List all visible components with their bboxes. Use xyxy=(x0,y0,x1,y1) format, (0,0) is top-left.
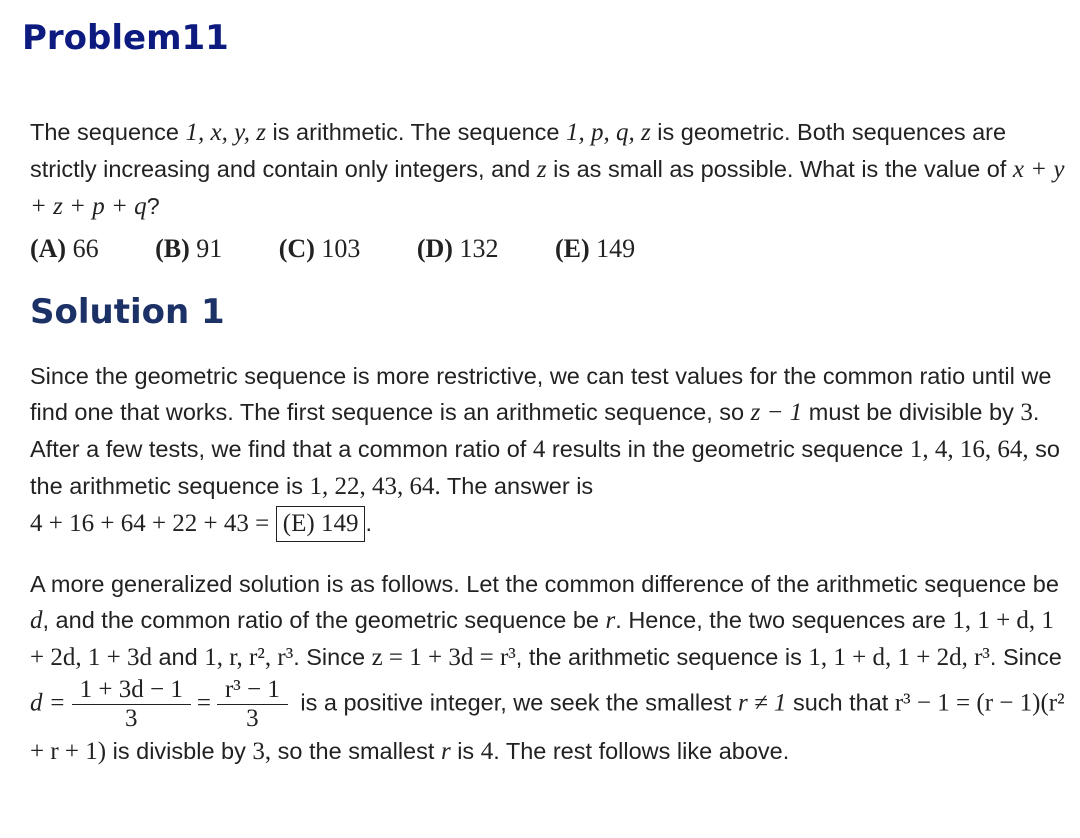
math-z-equation: z = 1 + 3d = r³ xyxy=(371,644,516,671)
problem-text: is geometric. Both sequences are strictly increasing and contain only integers, and xyxy=(30,119,1007,182)
answer-choice-b: (B) 91 xyxy=(155,234,223,263)
math-r-not-1: r ≠ 1 xyxy=(737,689,787,717)
math-d: d xyxy=(30,607,43,634)
problem-text: is arithmetic. The sequence xyxy=(266,119,567,145)
math-geo-general: 1, r, r², r³ xyxy=(204,644,294,671)
math-4-result: 4 xyxy=(480,738,494,765)
problem-text: The sequence xyxy=(30,119,186,145)
math-r: r xyxy=(605,607,616,634)
answer-choice-c: (C) 103 xyxy=(278,234,361,263)
math-equals: = xyxy=(196,689,211,717)
problem-heading: Problem11 xyxy=(22,18,229,58)
math-arith-general: 1, 1 + d, 1 + 2d, 1 + 3d xyxy=(30,607,1054,671)
math-geometric-seq: 1, p, q, z xyxy=(566,119,651,146)
math-z: z xyxy=(536,156,547,183)
problem-text: ? xyxy=(146,193,160,219)
boxed-answer: (E) 149 xyxy=(276,506,366,542)
math-arith-sequence: 1, 1 + d, 1 + 2d, r³ xyxy=(808,644,990,671)
answer-choice-d: (D) 132 xyxy=(416,234,499,263)
math-4: 4 xyxy=(532,436,546,463)
math-arithmetic-seq: 1, x, y, z xyxy=(185,119,267,146)
answer-choices xyxy=(30,234,685,264)
math-final-sum: 4 + 16 + 64 + 22 + 43 = xyxy=(30,510,270,537)
math-geometric-values: 1, 4, 16, 64, xyxy=(909,436,1029,463)
math-d-equals: d = xyxy=(30,689,66,717)
solution-heading: Solution 1 xyxy=(30,292,225,332)
problem-text: is as small as possible. What is the value of xyxy=(546,156,1013,182)
fraction-1: $\frac{1 + 3d - 1}{3}$ xyxy=(72,676,191,733)
answer-choice-a: (A) 66 xyxy=(30,234,99,263)
problem-statement xyxy=(30,114,1070,225)
solution-paragraph-1: Since the geometric sequence is more restrictive, we can test values for the common ratio until we find one that works. The first sequence is an arithmetic sequence, so z − 1 must be divisible by 3. After a few tests, we find that a common ratio of 4 results in the geometric sequence 1, 4, 16, 64, so the arithmetic sequence is 1, 22, 43, 64. The answer is 4 + 16 + 64 + 22 + 43 = (E) 149 . xyxy=(30,358,1070,542)
math-r-smallest: r xyxy=(440,738,451,765)
math-factorization: r³ − 1 = (r − 1)(r² + r + 1) xyxy=(30,689,1065,765)
math-3-comma: 3, xyxy=(252,738,272,765)
fraction-2: $\frac{\text{r³ − 1}}{3}$ xyxy=(217,676,288,733)
math-arithmetic-values: 1, 22, 43, 64. xyxy=(309,473,441,500)
answer-choice-e: (E) 149 xyxy=(554,234,636,263)
math-z-minus-1: z − 1 xyxy=(750,399,803,426)
math-sum-expression: x + y + z + p + q xyxy=(30,156,1065,220)
math-3: 3 xyxy=(1020,399,1033,426)
solution-paragraph-2: A more generalized solution is as follows. Let the common difference of the arithmetic sequence be d, and the common ratio of the geometric sequence be r. Hence, the two sequences are 1, 1 + d, 1 + 2d, 1 + 3d and 1, r, r², r³. Since z = 1 + 3d = r³, the arithmetic sequence is 1, 1 + d, 1 + 2d, r³. Since d = $\frac{1 + 3d - 1}{3}$ = $\frac{\text{r³ − 1}}{3}$ is a positive integer, we seek the smallest r ≠ 1 such that r³ − 1 = (r − 1)(r² + r + 1) is divisble by 3, so the smallest r is 4. The rest follows like above. xyxy=(30,571,1065,765)
